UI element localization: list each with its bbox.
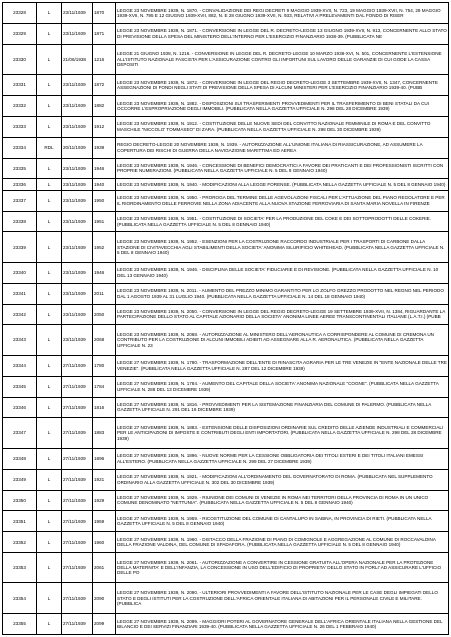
act-date-cell: 23/11/1939 <box>62 95 93 116</box>
table-row <box>3 397 449 418</box>
act-description-cell: LEGGE 23 NOVEMBRE 1939, N. 2050. - CONVERSIONE IN LEGGE DEL REGIO DECRETO-LEGGE 19 SETTEMBRE 1939-XVII, N. 1384, RIGUARDANTE LA PARTECIPAZIONE DELLO STATO AL CAPITALE AZIONARIO DELLA SOCIETA' ANONIMA LINEE AEREE TRANSCONTINENTALI ITALIANE (L.A.T.I.) (PUBB <box>116 304 449 325</box>
act-type-cell: L <box>37 211 62 232</box>
act-description-cell: LEGGE 23 NOVEMBRE 1939, N. 1946. - CONCESSIONE DI BENEFICI DEMOCRATICI A FAVORE DEI PRATICANTI E DEI PROFESSIONISTI ISCRITTI CON PROPRIE NUMERAZIONI. (PUBBLICATA NELLA GAZZETTA UFFICIALE N. 5 DEL 8 GENNAIO 1940) <box>116 158 449 179</box>
act-type-cell: L <box>37 3 62 24</box>
act-number-cell: 1952 <box>93 232 116 262</box>
act-date-cell: 27/11/1939 <box>62 583 93 613</box>
act-type-cell: L <box>37 553 62 583</box>
entry-number-cell: 23355 <box>3 613 37 634</box>
act-description-cell: LEGGE 27 NOVEMBRE 1939, N. 1784. - AUMENTO DEL CAPITALE DELLA SOCIETA' ANONIMA NAZIONALE "COGNE". (PUBBLICATA NELLA GAZZETTA UFFICIALE N. 288 DEL 13 DICEMBRE 1939) <box>116 376 449 397</box>
entry-number-cell: 23330 <box>3 44 37 74</box>
act-type-cell: L <box>37 613 62 634</box>
act-description-cell: LEGGE 23 NOVEMBRE 1939, N. 1882. - DISPOSIZIONI SUI TRASFERIMENTI PROVVEDIMENTI PER IL TRASFERIMENTO DI BENI STATALI DA CUI OCCORRE L'ESPROPRIAZIONE DEGLI IMMOBILI. (PUBBLICATA NELLA GAZZETTA UFFICIALE N. 298 DEL 28 DICEMBRE 1939) <box>116 95 449 116</box>
table-row <box>3 75 449 96</box>
act-type-cell: L <box>37 418 62 448</box>
act-type-cell: L <box>37 376 62 397</box>
entry-number-cell: 23345 <box>3 376 37 397</box>
act-number-cell: 2011 <box>93 283 116 304</box>
table-row <box>3 95 449 116</box>
act-date-cell: 23/11/1939 <box>62 158 93 179</box>
act-type-cell: L <box>37 190 62 211</box>
act-number-cell: 1912 <box>93 116 116 137</box>
act-number-cell: 2099 <box>93 613 116 634</box>
act-date-cell: 23/11/1939 <box>62 3 93 24</box>
act-description-cell: LEGGE 27 NOVEMBRE 1939, N. 1780. - TRASFORMAZIONE DELL'ENTE DI RINASCITA AGRARIA PER LE TRE VENEZIE IN "ENTE NAZIONALE DELLE TRE VENEZIE". (PUBBLICATA NELLA GAZZETTA UFFICIALE N. 287 DEL 12 DICEMBRE 1939) <box>116 355 449 376</box>
act-date-cell: 23/11/1939 <box>62 283 93 304</box>
act-number-cell: 1896 <box>93 448 116 469</box>
act-number-cell: 1921 <box>93 469 116 490</box>
table-row <box>3 190 449 211</box>
act-description-cell: REGIO DECRETO-LEGGE 20 NOVEMBRE 1939, N. 1939. - AUTORIZZAZIONE ALL'UNIONE ITALIANA DI RIASSICURAZIONE, AD ASSUMERE LA COPERTURA DEI RISCHI DI GUERRA DELLA NAVIGAZIONE MARITTIMA ED AEREA <box>116 137 449 158</box>
act-type-cell: L <box>37 469 62 490</box>
entry-number-cell: 23340 <box>3 262 37 283</box>
table-row <box>3 283 449 304</box>
entry-number-cell: 23351 <box>3 511 37 532</box>
act-description-cell: LEGGE 27 NOVEMBRE 1939, N. 1959. - RICOSTITUZIONE DEL COMUNE DI CANTALUPO IN SABINA, IN PROVINCIA DI RIETI. (PUBBLICATA NELLA GAZZETTA UFFICIALE N. 5 DEL 8 GENNAIO 1940) <box>116 511 449 532</box>
entry-number-cell: 23353 <box>3 553 37 583</box>
act-type-cell: L <box>37 355 62 376</box>
act-type-cell: L <box>37 75 62 96</box>
act-description-cell: LEGGE 27 NOVEMBRE 1939, N. 1896. - NUOVE NORME PER LA CESSIONE OBBLIGATORIA DEI TITOLI ESTERI E DEI TITOLI ITALIANI EMESSI ALL'ESTERO. (PUBBLICATA NELLA GAZZETTA UFFICIALE N. 299 DEL 27 DICEMBRE 1939) <box>116 448 449 469</box>
table-row <box>3 613 449 634</box>
act-date-cell: 23/11/1939 <box>62 232 93 262</box>
table-row <box>3 137 449 158</box>
entry-number-cell: 23350 <box>3 490 37 511</box>
act-number-cell: 2090 <box>93 583 116 613</box>
act-number-cell: 2050 <box>93 304 116 325</box>
act-type-cell: L <box>37 511 62 532</box>
act-description-cell: LEGGE 27 NOVEMBRE 1939, N. 1929. - RIUNIONE DEI COMUNI DI VENEZIE IN ROMA NEI TERRITORI DELLA PROVINCIA DI ROMA IN UN UNICO COMUNE DENOMINATO "NETTUNIA". (PUBBLICATA NELLA GAZZETTA UFFICIALE N. 5 DEL 8 GENNAIO 1940) <box>116 490 449 511</box>
act-description-cell: LEGGE 21 GIUGNO 1938, N. 1216. - CONVERSIONE IN LEGGE DEL R. DECRETO-LEGGE 10 MARZO 1938-XVI, N. 501, CONCERNENTE L'ESTENSIONE ALL'ISTITUTO NAZIONALE FASCISTA PER L'ASSICURAZIONE CONTRO GLI INFORTUNI SUL LAVORO DELLE GARANZIE DI CUI GODE LA CASSA DEPOSITI <box>116 44 449 74</box>
act-date-cell: 27/11/1939 <box>62 418 93 448</box>
act-description-cell: LEGGE 23 NOVEMBRE 1939, N. 1871. - CONVERSIONE IN LEGGE DEL R. DECRETO-LEGGE 13 GIUGNO 1939-XVII, N. 913, CONCERNENTE ALLO STATO DI PREVISIONE DELLA SPESA DEL MINISTERO DELL'INTERNO PER L'ESERCIZIO FINANZIARIO 1938-39. (PUBBLICATA NE <box>116 23 449 44</box>
entry-number-cell: 23343 <box>3 325 37 355</box>
act-description-cell: LEGGE 23 NOVEMBRE 1939, N. 1952. - ESENZIONI PER LA COSTRUZIONE RACCORDO INDUSTRIALE PER I TRASPORTI DI CARBONE DALLA STAZIONE DI CIVITAVECCHIA AGLI STABILIMENTI DELLA SOCIETA' ANONIMA SILURIFICIO WHITEHEAD. (PUBBLICATA NELLA GAZZETTA UFFICIALE N. 5 DEL 8 GENNAIO 1940) <box>116 232 449 262</box>
table-row <box>3 23 449 44</box>
act-type-cell: L <box>37 23 62 44</box>
act-description-cell: LEGGE 27 NOVEMBRE 1939, N. 1960. - DISTACCO DELLA FRAZIONE DI PIANO DI COMIGNOLE E AGGREGAZIONE AL COMUNE DI ROCCAVALDINA DELLA FRAZIONE VALDINA, DEL COMUNE DI SPADAFORA. (PUBBLICATA NELLA GAZZETTA UFFICIALE N. 5 DEL 8 GENNAIO 1940) <box>116 532 449 553</box>
act-number-cell: 1870 <box>93 3 116 24</box>
entry-number-cell: 23334 <box>3 137 37 158</box>
act-date-cell: 23/11/1939 <box>62 116 93 137</box>
entry-number-cell: 23333 <box>3 116 37 137</box>
act-type-cell: L <box>37 490 62 511</box>
act-description-cell: LEGGE 27 NOVEMBRE 1939, N. 2061. - AUTORIZZAZIONE A CONVERTIRE IN CESSIONE GRATUITA ALL'OPERA NAZIONALE PER LA PROTEZIONE DELLA MATERNITA' E DELL'INFANZIA, LA CONCESSIONE IN USO DELL'EDIFICIO DI PROPRIETA' DELLO STATO IN FORLI' AD ASSICURARE L'UFFICIO DELLE PO <box>116 553 449 583</box>
table-row <box>3 158 449 179</box>
table-row <box>3 490 449 511</box>
act-date-cell: 23/11/1939 <box>62 262 93 283</box>
act-description-cell: LEGGE 23 NOVEMBRE 1939, N. 1951. - COSTITUZIONE DI SOCIETA' PER LA PRODUZIONE DEL COKE E DEI SOTTOPRODOTTI DELLE COKERIE. (PUBBLICATA NELLA GAZZETTA UFFICIALE N. 5 DEL 8 GENNAIO 1940) <box>116 211 449 232</box>
act-number-cell: 2068 <box>93 325 116 355</box>
table-row <box>3 532 449 553</box>
act-type-cell: L <box>37 116 62 137</box>
act-description-cell: LEGGE 23 NOVEMBRE 1939, N. 1950. - PROROGA DEL TERMINE DELLE AGEVOLAZIONI FISCALI PER L'ATTUAZIONE DEL PIANO REGOLATORE E PER IL RIORDINAMENTO DELLE FERROVIE NELLA ZONA ADIACENTE ALLA NUOVA STAZIONE FERROVIARIA DI SANTA MARIA NOVELLA IN FIRENZE <box>116 190 449 211</box>
act-date-cell: 27/11/1939 <box>62 397 93 418</box>
act-description-cell: LEGGE 23 NOVEMBRE 1939, N. 2068. - AUTORIZZAZIONE AL MINISTERO DELL'AERONAUTICA A CORRISPONDERE AL COMUNE DI CREMONA UN CONTRIBUTO PER LA COSTRUZIONE DI ALCUNI IMMOBILI ADIBITI AD ASSEGNARE ALLA R. AERONAUTICA. (PUBBLICATA NELLA GAZZETTA UFFICIALE N. 23 <box>116 325 449 355</box>
table-row <box>3 418 449 448</box>
law-register-body <box>3 3 449 635</box>
table-row <box>3 211 449 232</box>
entry-number-cell: 23348 <box>3 448 37 469</box>
act-number-cell: 1950 <box>93 190 116 211</box>
act-description-cell: LEGGE 27 NOVEMBRE 1939, N. 1921. - MODIFICAZIONI ALL'ORDINAMENTO DEL GOVERNATORATO DI ROMA. (PUBBLICATA NEL SUPPLEMENTO ORDINARIO ALLA GAZZETTA UFFICIALE N. 302 DEL 30 DICEMBRE 1939) <box>116 469 449 490</box>
act-number-cell: 2061 <box>93 553 116 583</box>
table-row <box>3 179 449 190</box>
act-type-cell: L <box>37 283 62 304</box>
act-description-cell: LEGGE 23 NOVEMBRE 1939, N. 2011. - AUMENTO DEL PREZZO MINIMO GARANTITO PER LO ZOLFO GREZZO PRODOTTO NEL REGNO NEL PERIODO DAL 1 AGOSTO 1939 AL 31 LUGLIO 1940. (PUBBLICATA NELLA GAZZETTA UFFICIALE N. 14 DEL 18 GENNAIO 1940) <box>116 283 449 304</box>
act-description-cell: LEGGE 23 NOVEMBRE 1939, N. 1870. - CONVALIDAZIONE DEI REGI DECRETI 9 MAGGIO 1939-XVII, N. 723, 19 MAGGIO 1939-XVII, N. 754, 29 MAGGIO 1939-XVII, N. 795 E 12 GIUGNO 1939-XVII, 882, N. E 28 GIUGNO 1939-XVII, N. 933, RELATIVI A PRELEVAMENTI DAL FONDO DI RISER <box>116 3 449 24</box>
act-number-cell: 1816 <box>93 397 116 418</box>
act-date-cell: 27/11/1939 <box>62 355 93 376</box>
act-number-cell: 1784 <box>93 376 116 397</box>
act-type-cell: L <box>37 44 62 74</box>
act-date-cell: 23/11/1939 <box>62 190 93 211</box>
act-number-cell: 1960 <box>93 532 116 553</box>
table-row <box>3 44 449 74</box>
act-date-cell: 27/11/1939 <box>62 532 93 553</box>
entry-number-cell: 23354 <box>3 583 37 613</box>
act-description-cell: LEGGE 23 NOVEMBRE 1939, N. 1872. - CONVERSIONE IN LEGGE DEL REGIO DECRETO-LEGGE 3 SETTEMBRE 1939-XVII, N. 1347, CONCERNENTE ASSEGNAZIONI DI FONDI NEGLI STATI DI PREVISIONE DELLA SPESA DI ALCUNI MINISTERI PER L'ESERCIZIO FINANZIARIO 1939-40. (PUBB <box>116 75 449 96</box>
table-row <box>3 262 449 283</box>
act-date-cell: 23/11/1939 <box>62 304 93 325</box>
act-description-cell: LEGGE 23 NOVEMBRE 1939, N. 1946. - DISCIPLINA DELLE SOCIETA' FIDUCIARIE E DI REVISIONE. (PUBBLICATA NELLA GAZZETTA UFFICIALE N. 10 DEL 13 GENNAIO 1940) <box>116 262 449 283</box>
table-row <box>3 355 449 376</box>
act-number-cell: 1959 <box>93 511 116 532</box>
entry-number-cell: 23338 <box>3 211 37 232</box>
act-date-cell: 21/06/1938 <box>62 44 93 74</box>
act-number-cell: 1951 <box>93 211 116 232</box>
act-date-cell: 23/11/1939 <box>62 75 93 96</box>
act-description-cell: LEGGE 27 NOVEMBRE 1939, N. 1816. - PROVVEDIMENTI PER LA SISTEMAZIONE FINANZIARIA DEL COMUNE DI PALERMO. (PUBBLICATA NELLA GAZZETTA UFFICIALE N. 291 DEL 16 DICEMBRE 1939) <box>116 397 449 418</box>
act-number-cell: 1871 <box>93 23 116 44</box>
act-description-cell: LEGGE 23 NOVEMBRE 1939, N. 1912. - COSTITUZIONE DELLE NUOVE SEDI DEL CONVITTO NAZIONALE FEMMINILE DI ROMA E DEL CONVITTO MASCHILE "NICCOLO' TOMMASEO" DI ZARA. (PUBBLICATA NELLA GAZZETTA UFFICIALE N. 298 DEL 30 DICEMBRE 1939) <box>116 116 449 137</box>
table-row <box>3 325 449 355</box>
act-date-cell: 27/11/1939 <box>62 511 93 532</box>
entry-number-cell: 23346 <box>3 397 37 418</box>
act-description-cell: LEGGE 27 NOVEMBRE 1939, N. 2099. - MAGGIORI POTERI AL GOVERNATORE GENERALE DELL'AFRICA ORIENTALE ITALIANA NELLA GESTIONE DEL BILANCIO E DEI SERVIZI FINANZIARI 1939-40. (PUBBLICATA NELLA GAZZETTA UFFICIALE N. 26 DEL 1 FEBBRAIO 1940) <box>116 613 449 634</box>
act-number-cell: 1216 <box>93 44 116 74</box>
act-type-cell: L <box>37 95 62 116</box>
act-number-cell: 1780 <box>93 355 116 376</box>
act-type-cell: L <box>37 583 62 613</box>
table-row <box>3 448 449 469</box>
act-type-cell: L <box>37 325 62 355</box>
table-row <box>3 511 449 532</box>
act-date-cell: 27/11/1939 <box>62 490 93 511</box>
table-row <box>3 3 449 24</box>
act-date-cell: 20/11/1939 <box>62 137 93 158</box>
law-register-table <box>2 2 449 635</box>
table-row <box>3 304 449 325</box>
act-description-cell: LEGGE 27 NOVEMBRE 1939, N. 2090. - ULTERIORI PROVVEDIMENTI A FAVORE DELL'ISTITUTO NAZIONALE PER LE CASE DEGLI IMPIEGATI DELLO STATO E DEGLI ISTITUTI PER LA COSTRUZIONE DELL'AFRICA ORIENTALE ITALIANA DI ABITAZIONI PER IL PERSONALE CIVILE E MILITARE. (PUBBLICA <box>116 583 449 613</box>
entry-number-cell: 23336 <box>3 179 37 190</box>
act-date-cell: 23/11/1939 <box>62 211 93 232</box>
entry-number-cell: 23329 <box>3 23 37 44</box>
act-date-cell: 27/11/1939 <box>62 553 93 583</box>
act-number-cell: 1939 <box>93 137 116 158</box>
act-date-cell: 23/11/1939 <box>62 23 93 44</box>
entry-number-cell: 23331 <box>3 75 37 96</box>
act-number-cell: 1883 <box>93 418 116 448</box>
act-type-cell: L <box>37 158 62 179</box>
act-date-cell: 27/11/1939 <box>62 469 93 490</box>
act-date-cell: 27/11/1939 <box>62 448 93 469</box>
table-row <box>3 583 449 613</box>
act-type-cell: L <box>37 304 62 325</box>
entry-number-cell: 23341 <box>3 283 37 304</box>
table-row <box>3 553 449 583</box>
entry-number-cell: 23328 <box>3 3 37 24</box>
act-number-cell: 1946 <box>93 262 116 283</box>
table-row <box>3 232 449 262</box>
entry-number-cell: 23344 <box>3 355 37 376</box>
table-row <box>3 376 449 397</box>
act-number-cell: 1872 <box>93 75 116 96</box>
act-number-cell: 1940 <box>93 179 116 190</box>
act-date-cell: 23/11/1939 <box>62 325 93 355</box>
entry-number-cell: 23352 <box>3 532 37 553</box>
entry-number-cell: 23342 <box>3 304 37 325</box>
act-type-cell: L <box>37 232 62 262</box>
entry-number-cell: 23335 <box>3 158 37 179</box>
act-date-cell: 27/11/1939 <box>62 376 93 397</box>
act-type-cell: L <box>37 262 62 283</box>
act-type-cell: RDL <box>37 137 62 158</box>
entry-number-cell: 23339 <box>3 232 37 262</box>
act-number-cell: 1946 <box>93 158 116 179</box>
act-description-cell: LEGGE 27 NOVEMBRE 1939, N. 1883. - ESTENSIONE DELLE DISPOSIZIONI ORDINARIE SUL CREDITO DELLE AZIENDE INDUSTRIALI E COMMERCIALI PER LE ANTICIPAZIONI DI IMPOSTE E CONTRIBUTI DEGLI ENTI IMPORTATORI. (PUBBLICATA NELLA GAZZETTA UFFICIALE N. 298 DEL 28 DICEMBRE 1939) <box>116 418 449 448</box>
table-row <box>3 116 449 137</box>
entry-number-cell: 23347 <box>3 418 37 448</box>
act-description-cell: LEGGE 23 NOVEMBRE 1939, N. 1940. - MODIFICAZIONI ALLA LEGGE FORENSE. (PUBBLICATA NELLA GAZZETTA UFFICIALE N. 5 DEL 8 GENNAIO 1940) <box>116 179 449 190</box>
entry-number-cell: 23337 <box>3 190 37 211</box>
act-number-cell: 1882 <box>93 95 116 116</box>
entry-number-cell: 23349 <box>3 469 37 490</box>
table-row <box>3 469 449 490</box>
entry-number-cell: 23332 <box>3 95 37 116</box>
act-date-cell: 23/11/1939 <box>62 179 93 190</box>
act-number-cell: 1929 <box>93 490 116 511</box>
act-type-cell: L <box>37 397 62 418</box>
act-type-cell: L <box>37 532 62 553</box>
act-date-cell: 27/11/1939 <box>62 613 93 634</box>
act-type-cell: L <box>37 179 62 190</box>
act-type-cell: L <box>37 448 62 469</box>
